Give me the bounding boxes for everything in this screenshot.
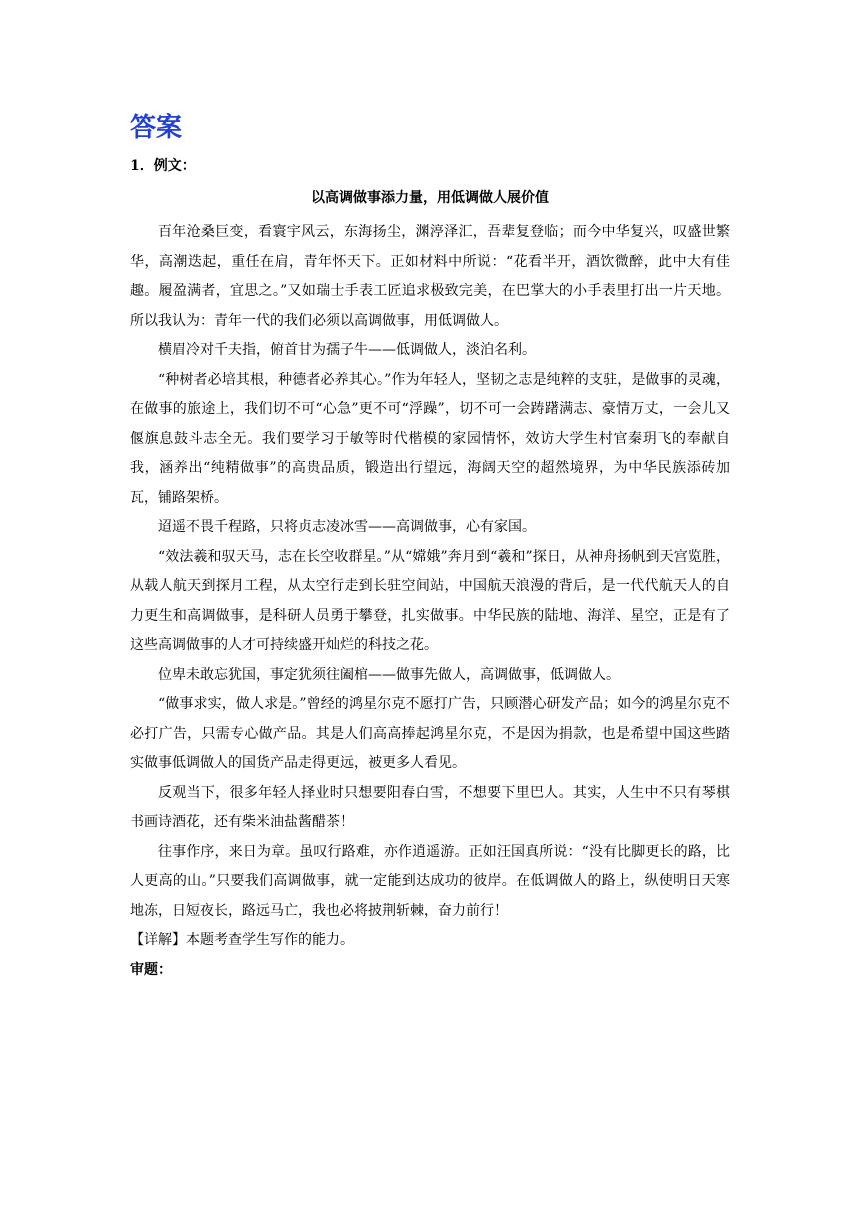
- essay-paragraph: 反观当下，很多年轻人择业时只想要阳春白雪，不想要下里巴人。其实，人生中不只有琴棋书画诗酒花，还有柴米油盐酱醋茶！: [130, 784, 730, 830]
- essay-paragraph: “做事求实，做人求是。”曾经的鸿星尔克不愿打广告，只顾潜心研发产品；如今的鸿星尔克不必打广告，只需专心做产品。其是人们高高捧起鸿星尔克，不是因为捐款，也是希望中国这些踏实做事低调做人的国货产品走得更远，被更多人看见。: [130, 696, 730, 771]
- essay-title: 以高调做事添力量，用低调做人展价值: [311, 190, 549, 206]
- essay-paragraph: 百年沧桑巨变，看寰宇风云，东海扬尘，渊渟泽汇，吾辈复登临；而今中华复兴，叹盛世繁华，高潮迭起，重任在肩，青年怀天下。正如材料中所说：“花看半开，酒饮微醉，此中大有佳趣。履盈满者，宜思之。”又如瑞士手表工匠追求极致完美，在巴掌大的小手表里打出一片天地。所以我认为：青年一代的我们必须以高调做事，用低调做人。: [130, 224, 730, 329]
- essay-paragraph: 横眉冷对千夫指，俯首甘为孺子牛——低调做人，淡泊名利。: [158, 342, 536, 358]
- essay-paragraph: 往事作序，来日为章。虽叹行路难，亦作逍遥游。正如汪国真所说：“没有比脚更长的路，比人更高的山。”只要我们高调做事，就一定能到达成功的彼岸。在低调做人的路上，纵使明日天寒地冻，日短夜长，路远马亡，我也必将披荆斩棘，奋力前行！: [130, 843, 730, 919]
- review-heading: 审题：: [130, 961, 172, 978]
- question-number-label: 1．例文：: [130, 158, 196, 174]
- essay-paragraph: “种树者必培其根，种德者必养其心。”作为年轻人，坚韧之志是纯粹的支驻，是做事的灵魂，在做事的旅途上，我们切不可“心急”更不可“浮躁”，切不可一会踌躇满志、豪情万丈，一会儿又偃旗息鼓斗志全无。我们要学习于敏等时代楷模的家园情怀，效访大学生村官秦玥飞的奉献自我，涵养出“纯精做事”的高贵品质，锻造出行望远，海阔天空的超然境界，为中华民族添砖加瓦，铺路架桥。: [130, 371, 730, 506]
- document-page: [130, 110, 730, 985]
- essay-paragraph: “效法羲和驭天马，志在长空收群星。”从“嫦娥”奔月到“羲和”探日，从神舟扬帆到天宫览胜，从载人航天到探月工程，从太空行走到长驻空间站，中国航天浪漫的背后，是一代代航天人的自力更生和高调做事，是科研人员勇于攀登，扎实做事。中华民族的陆地、海洋、星空，正是有了这些高调做事的人才可持续盛开灿烂的科技之花。: [130, 548, 730, 653]
- essay-paragraph: 位卑未敢忘犹国，事定犹须往阖棺——做事先做人，高调做事，低调做人。: [158, 666, 620, 683]
- answer-heading: 答案: [130, 113, 183, 143]
- detail-explanation: 【详解】本题考查学生写作的能力。: [130, 932, 354, 948]
- essay-paragraph: 迢遥不畏千程路，只将贞志凌冰雪——高调做事，心有家国。: [158, 519, 536, 535]
